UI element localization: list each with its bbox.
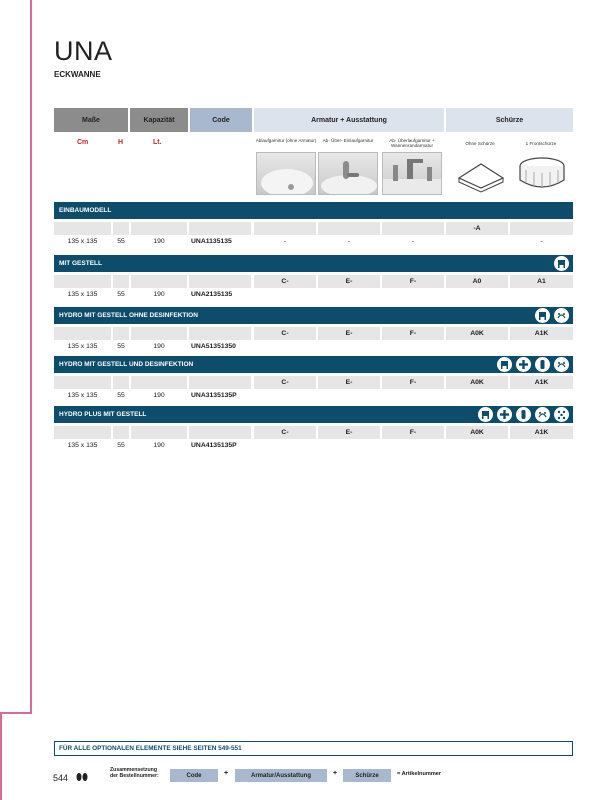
drain-fitting-image bbox=[256, 152, 316, 195]
no-skirt-icon bbox=[451, 150, 511, 196]
empty-cell bbox=[113, 426, 129, 439]
dimensions-cell: 135 x 135 bbox=[67, 442, 98, 449]
section-feature-icons bbox=[535, 308, 569, 323]
product-row bbox=[54, 389, 573, 402]
option-value-cell bbox=[446, 235, 508, 248]
empty-cell bbox=[131, 426, 187, 439]
empty-cell bbox=[131, 327, 187, 340]
option-code-cell: E- bbox=[318, 426, 380, 439]
product-row bbox=[54, 439, 573, 452]
section-feature-icons bbox=[497, 357, 569, 372]
empty-cell bbox=[131, 222, 187, 235]
option-code-cell: A1K bbox=[510, 327, 573, 340]
option-value-cell bbox=[446, 288, 508, 301]
option-code-cell: F- bbox=[382, 426, 444, 439]
option-code-cell bbox=[318, 222, 380, 235]
option-value-cell bbox=[254, 288, 316, 301]
option-code-cell: A1K bbox=[510, 426, 573, 439]
option-value-cell bbox=[254, 340, 316, 353]
dimensions-cell: 135 x 135 bbox=[67, 392, 98, 399]
capacity-cell: 190 bbox=[153, 291, 165, 298]
option-code-cell: E- bbox=[318, 327, 380, 340]
option-value-cell: - bbox=[540, 238, 543, 245]
footprints-icon bbox=[75, 772, 89, 784]
section-title: HYDRO PLUS MIT GESTELL bbox=[59, 411, 147, 418]
empty-cell bbox=[189, 275, 251, 288]
compose-result: = Artikelnummer bbox=[397, 771, 442, 777]
section-title: MIT GESTELL bbox=[59, 260, 102, 267]
option-value-cell: - bbox=[411, 238, 415, 245]
header-kapazitaet: Kapazität bbox=[130, 108, 188, 132]
armatur-caption: Ab- Überlaufgarnitur + Wannenrandarmatur bbox=[389, 138, 435, 149]
empty-cell bbox=[113, 376, 129, 389]
page-trim-line bbox=[0, 712, 2, 800]
capacity-cell: 190 bbox=[153, 392, 165, 399]
empty-cell bbox=[54, 426, 111, 439]
section-feature-icons bbox=[554, 256, 569, 271]
empty-cell bbox=[189, 222, 251, 235]
product-code-cell: UNA1135135 bbox=[191, 238, 232, 245]
option-code-cell bbox=[510, 222, 573, 235]
option-value-cell bbox=[318, 288, 380, 301]
product-code-cell: UNA3135135P bbox=[191, 392, 237, 399]
product-code-cell: UNA51351350 bbox=[191, 343, 236, 350]
faucet-fitting-image bbox=[382, 152, 442, 195]
product-row bbox=[54, 235, 573, 248]
page-title: UNA bbox=[54, 36, 113, 66]
empty-cell bbox=[54, 376, 111, 389]
capacity-cell: 190 bbox=[153, 238, 165, 245]
empty-cell bbox=[131, 376, 187, 389]
option-code-cell: A0K bbox=[446, 327, 508, 340]
section-feature-icons bbox=[478, 407, 569, 422]
option-code-row bbox=[54, 376, 573, 389]
option-value-cell bbox=[382, 439, 444, 452]
hydro-jets-icon bbox=[554, 308, 569, 323]
filler-fitting-image bbox=[318, 152, 378, 195]
compose-label-line: Zusammensetzung bbox=[110, 767, 157, 773]
empty-cell bbox=[113, 222, 129, 235]
compose-armatur-pill: Armatur/Ausstattung bbox=[235, 769, 327, 782]
height-cell: 55 bbox=[117, 343, 125, 350]
option-code-cell: A0 bbox=[446, 275, 508, 288]
option-value-cell bbox=[510, 389, 573, 402]
unit-h: H bbox=[118, 139, 124, 146]
empty-cell bbox=[113, 275, 129, 288]
bottle-icon bbox=[516, 407, 531, 422]
frame-icon bbox=[535, 308, 550, 323]
height-cell: 55 bbox=[117, 392, 125, 399]
armatur-caption: Ab- Über- Einlaufgarnitur bbox=[322, 138, 374, 143]
disinfection-icon bbox=[516, 357, 531, 372]
option-value-cell bbox=[318, 389, 380, 402]
option-code-cell: C- bbox=[254, 426, 316, 439]
capacity-cell: 190 bbox=[153, 442, 165, 449]
option-code-cell: F- bbox=[382, 327, 444, 340]
header-masse: Maße bbox=[54, 108, 128, 132]
option-value-cell bbox=[510, 340, 573, 353]
skirt-caption: Ohne Schürze bbox=[465, 141, 495, 146]
section-title: HYDRO MIT GESTELL UND DESINFEKTION bbox=[59, 361, 194, 368]
option-value-cell: - bbox=[347, 238, 351, 245]
page-number: 544 bbox=[53, 773, 69, 783]
header-code: Code bbox=[190, 108, 252, 132]
option-code-cell: A1 bbox=[510, 275, 573, 288]
option-value-cell bbox=[446, 340, 508, 353]
section-band bbox=[54, 202, 573, 219]
optional-elements-note: FÜR ALLE OPTIONALEN ELEMENTE SIEHE SEITEN 549-551 bbox=[54, 741, 573, 756]
order-number-composition-label bbox=[110, 767, 159, 779]
capacity-cell: 190 bbox=[153, 343, 165, 350]
option-code-cell bbox=[254, 222, 316, 235]
hydro-jets-icon bbox=[535, 407, 550, 422]
height-cell: 55 bbox=[117, 291, 125, 298]
disinfection-icon bbox=[497, 407, 512, 422]
empty-cell bbox=[131, 275, 187, 288]
option-code-row bbox=[54, 327, 573, 340]
frame-icon bbox=[554, 256, 569, 271]
option-code-row bbox=[54, 275, 573, 288]
compose-schuerze-pill: Schürze bbox=[343, 769, 391, 782]
option-value-cell bbox=[382, 288, 444, 301]
option-code-cell: F- bbox=[382, 275, 444, 288]
skirt-caption: 1 Frontschürze bbox=[525, 141, 557, 146]
option-value-cell: - bbox=[283, 238, 287, 245]
option-code-cell: C- bbox=[254, 327, 316, 340]
page-subtitle: ECKWANNE bbox=[54, 70, 101, 79]
empty-cell bbox=[54, 222, 111, 235]
empty-cell bbox=[113, 327, 129, 340]
front-skirt-icon bbox=[512, 150, 572, 196]
option-code-cell: C- bbox=[254, 376, 316, 389]
option-value-cell bbox=[254, 389, 316, 402]
empty-cell bbox=[54, 327, 111, 340]
header-armatur: Armatur + Ausstattung bbox=[254, 108, 444, 132]
option-code-row bbox=[54, 426, 573, 439]
frame-icon bbox=[478, 407, 493, 422]
option-value-cell bbox=[382, 389, 444, 402]
section-title: EINBAUMODELL bbox=[59, 207, 112, 214]
height-cell: 55 bbox=[117, 238, 125, 245]
option-code-cell: A0K bbox=[446, 376, 508, 389]
option-code-cell: A1K bbox=[510, 376, 573, 389]
compose-plus: + bbox=[333, 770, 338, 777]
option-code-cell: C- bbox=[254, 275, 316, 288]
compose-plus: + bbox=[224, 770, 229, 777]
empty-cell bbox=[189, 426, 251, 439]
option-code-cell bbox=[382, 222, 444, 235]
dimensions-cell: 135 x 135 bbox=[67, 238, 98, 245]
option-code-cell: F- bbox=[382, 376, 444, 389]
height-cell: 55 bbox=[117, 442, 125, 449]
option-code-cell: E- bbox=[318, 275, 380, 288]
product-code-cell: UNA2135135 bbox=[191, 291, 233, 298]
option-value-cell bbox=[510, 288, 573, 301]
armatur-caption: Ablaufgarnitur (ohne Armatur) bbox=[255, 138, 317, 143]
option-code-cell: A0K bbox=[446, 426, 508, 439]
empty-cell bbox=[189, 376, 251, 389]
section-band bbox=[54, 356, 573, 373]
product-row bbox=[54, 340, 573, 353]
option-value-cell bbox=[382, 340, 444, 353]
option-value-cell bbox=[446, 439, 508, 452]
section-title: HYDRO MIT GESTELL OHNE DESINFEKTION bbox=[59, 312, 198, 319]
section-band bbox=[54, 255, 573, 272]
air-jets-icon bbox=[554, 407, 569, 422]
option-code-cell: E- bbox=[318, 376, 380, 389]
compose-label-line: der Bestellnummer: bbox=[110, 773, 159, 780]
compose-code-pill: Code bbox=[170, 769, 218, 782]
frame-icon bbox=[497, 357, 512, 372]
section-band bbox=[54, 406, 573, 423]
option-value-cell bbox=[254, 439, 316, 452]
unit-cm: Cm bbox=[77, 139, 89, 146]
page-trim-line bbox=[30, 0, 32, 712]
option-value-cell bbox=[318, 439, 380, 452]
option-code-cell: -A bbox=[446, 222, 508, 235]
option-value-cell bbox=[446, 389, 508, 402]
option-value-cell bbox=[318, 340, 380, 353]
page-trim-line bbox=[0, 712, 32, 714]
option-code-row bbox=[54, 222, 573, 235]
product-code-cell: UNA4135135P bbox=[191, 442, 237, 449]
empty-cell bbox=[189, 327, 251, 340]
section-band bbox=[54, 307, 573, 324]
bottle-icon bbox=[535, 357, 550, 372]
empty-cell bbox=[54, 275, 111, 288]
option-value-cell bbox=[510, 439, 573, 452]
unit-lt: Lt. bbox=[153, 139, 162, 146]
product-row bbox=[54, 288, 573, 301]
header-schuerze: Schürze bbox=[446, 108, 573, 132]
dimensions-cell: 135 x 135 bbox=[67, 291, 98, 298]
hydro-jets-icon bbox=[554, 357, 569, 372]
dimensions-cell: 135 x 135 bbox=[67, 343, 98, 350]
